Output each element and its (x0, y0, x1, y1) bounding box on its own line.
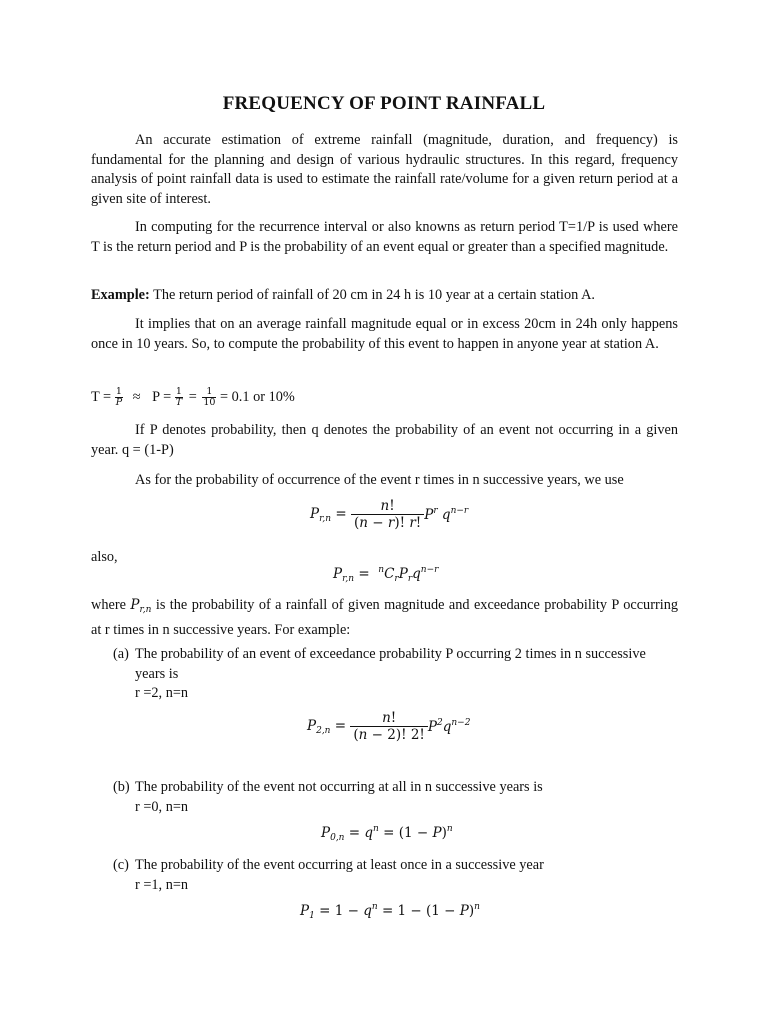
intro-paragraph: An accurate estimation of extreme rainfall (magnitude, duration, and frequency) is fundamental for the planning and design of various hydraulic structures. In this regard, frequency analysis of point rainfall data is used to estimate the rainfall rate/volume for a given return period at a given site of interest. (91, 132, 678, 207)
page-title: FREQUENCY OF POINT RAINFALL (222, 93, 546, 114)
two-occurrence-equation: $P_{2,n}$ = $\frac{n!}{(n - 2)! 2!}$ $P^2q^{n-2}$ (307, 710, 471, 743)
p-rn-symbol: $P_{r,n}$ (130, 597, 152, 615)
list-item-label: (c) (113, 857, 129, 873)
list-item-params: r =2, n=n (135, 685, 189, 702)
list-item-params: r =0, n=n (135, 798, 189, 815)
list-item-text: The probability of the event not occurring at all in n successive years is (135, 779, 543, 795)
list-item-a (113, 645, 678, 704)
example-text: The return period of rainfall of 20 cm in 24 h is 10 year at a certain station A. (149, 287, 595, 303)
fraction-1-over-t: $\frac{1}{T}$ (175, 386, 183, 409)
definition-post: is the probability of a rainfall of given magnitude and exceedance probability P occurring at r times in n successive years. For example: (91, 597, 678, 638)
binomial-equation: $P_{r,n}$ = $\frac{n!}{(n - r)! r!}$ $P^r$ $q^{n-r}$ (310, 498, 469, 531)
binomial-coefficient-fraction: $\frac{n!}{(n - r)! r!}$ (351, 498, 424, 531)
example-label: Example: (91, 287, 150, 303)
example-paragraph (91, 286, 678, 306)
implication-paragraph: It implies that on an average rainfall magnitude equal or in excess 20cm in 24h only happens once in 10 years. So, to compute the probability of this event to happen in anyone year at station A. (91, 316, 678, 352)
t-equals: T = (91, 389, 112, 405)
return-period-equation (91, 385, 295, 409)
list-item-b (113, 778, 678, 817)
occurrence-paragraph: As for the probability of occurrence of the event r times in n successive years, we use (135, 472, 624, 488)
approx-symbol: ≈ (132, 389, 141, 405)
p-equals: P = (152, 389, 172, 405)
list-item-c (113, 856, 678, 895)
return-period-paragraph: In computing for the recurrence interval or also knowns as return period T=1/P is used where T is the return period and P is the probability of an event equal or greater than a specified magnitude. (91, 219, 678, 255)
zero-occurrence-equation: $P_{0,n} = q^n = (1 - P)^n$ (321, 824, 453, 843)
also-label: also, (91, 549, 118, 565)
combination-equation: $P_{r,n} = ^nC_rP_rq^{n-r}$ (333, 565, 439, 584)
at-least-once-equation: $P_1 = 1 - q^n = 1 - (1 - P)^n$ (300, 902, 480, 921)
fraction-1-over-10: $\frac{1}{10}$ (203, 386, 216, 409)
q-definition-paragraph: If P denotes probability, then q denotes the probability of an event not occurring in a given year. q = (1-P) (91, 422, 678, 458)
equals-symbol: = (188, 389, 197, 405)
list-item-text: The probability of an event of exceedance probability P occurring 2 times in n successive years is (135, 646, 646, 682)
probability-result: = 0.1 or 10% (220, 389, 295, 405)
list-item-text: The probability of the event occurring at least once in a successive year (135, 857, 544, 873)
list-item-params: r =1, n=n (135, 876, 189, 893)
definition-paragraph (91, 596, 678, 640)
fraction-1-over-p: $\frac{1}{P}$ (115, 386, 123, 409)
two-occurrence-fraction: $\frac{n!}{(n - 2)! 2!}$ (350, 710, 427, 743)
list-item-label: (b) (113, 779, 130, 795)
list-item-label: (a) (113, 646, 129, 662)
definition-pre: where (91, 597, 126, 613)
